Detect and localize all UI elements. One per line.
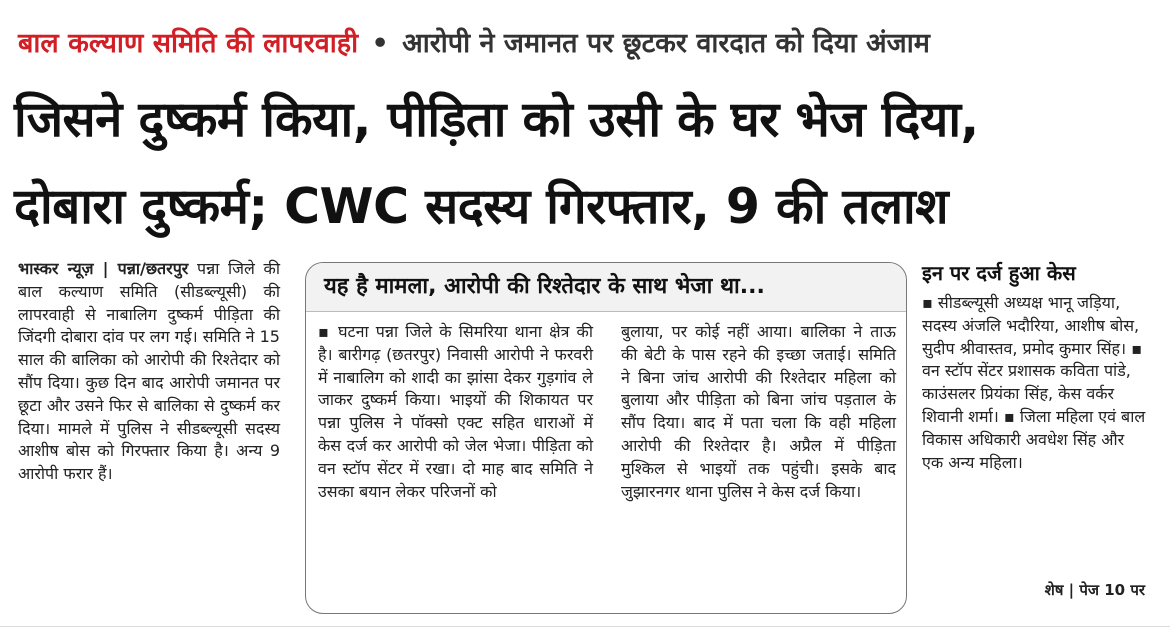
case-box-column-2: बुलाया, पर कोई नहीं आया। बालिका ने ताऊ की बेटी के पास रहने की इच्छा जताई। समिति ने बिना जांच आरोपी की रिश्तेदार महिला को बुलाया और पीड़िता को बिना जांच पड़ताल के सौंप दिया। बाद में पता चला कि वही महिला आरोपी की रिश्तेदार है। अप्रैल में पीड़िता मुश्किल से भाइयों तक पहुंची। इसके बाद जुझारनगर थाना पुलिस ने केस दर्ज किया। bbox=[621, 322, 896, 501]
kicker-red-label: बाल कल्याण समिति की लापरवाही bbox=[18, 28, 359, 59]
case-box-title: यह है मामला, आरोपी की रिश्तेदार के साथ भेजा था... bbox=[324, 274, 765, 299]
byline: भास्कर न्यूज़ | पन्ना/छतरपुर bbox=[18, 259, 189, 278]
kicker-subhead: आरोपी ने जमानत पर छूटकर वारदात को दिया अंजाम bbox=[402, 28, 930, 59]
kicker-separator: • bbox=[371, 28, 389, 59]
left-column bbox=[18, 258, 280, 486]
right-column bbox=[922, 258, 1150, 474]
right-column-title: इन पर दर्ज हुआ केस bbox=[922, 261, 1076, 285]
case-box bbox=[305, 262, 907, 614]
left-column-body bbox=[18, 258, 280, 486]
kicker-line bbox=[18, 24, 1158, 64]
headline-line-1: जिसने दुष्कर्म किया, पीड़िता को उसी के घर भेज दिया, bbox=[14, 91, 979, 148]
headline-line-2: दोबारा दुष्कर्म; CWC सदस्य गिरफ्तार, 9 की तलाश bbox=[14, 178, 949, 235]
bottom-divider bbox=[0, 626, 1170, 627]
case-box-header bbox=[306, 263, 906, 312]
case-box-column-1: ▪ घटना पन्ना जिले के सिमरिया थाना क्षेत्र की है। बारीगढ़ (छतरपुर) निवासी आरोपी ने फरवरी में नाबालिग को शादी का झांसा देकर गुड़गांव ले जाकर दुष्कर्म किया। भाइयों की शिकायत पर पन्ना पुलिस ने पॉक्सो एक्ट सहित धाराओं में केस दर्ज कर आरोपी को जेल भेजा। पीड़िता को वन स्टॉप सेंटर में रखा। दो माह बाद समिति ने उसका बयान लेकर परिजनों को bbox=[318, 322, 593, 501]
right-column-text: ▪ सीडब्ल्यूसी अध्यक्ष भानू जड़िया, सदस्य अंजलि भदौरिया, आशीष बोस, सुदीप श्रीवास्तव, प्रमोद कुमार सिंह। ▪ वन स्टॉप सेंटर प्रशासक कविता पांडे, काउंसलर प्रियंका सिंह, केस वर्कर शिवानी शर्मा। ▪ जिला महिला एवं बाल विकास अधिकारी अवधेश सिंह और एक अन्य महिला। bbox=[922, 293, 1146, 472]
left-column-text: पन्ना जिले की बाल कल्याण समिति (सीडब्ल्यूसी) की लापरवाही से नाबालिग दुष्कर्म पीड़िता की जिंदगी दोबारा दांव पर लग गई। समिति ने 15 साल की बालिका को आरोपी की रिश्तेदार को सौंप दिया। कुछ दिन बाद आरोपी जमानत पर छूटा और उसने फिर से बालिका से दुष्कर्म कर दिया। मामले में पुलिस ने सीडब्ल्यूसी सदस्य आशीष बोस को गिरफ्तार किया है। अन्य 9 आरोपी फरार हैं। bbox=[18, 259, 280, 484]
continued-note: शेष | पेज 10 पर bbox=[1044, 581, 1145, 599]
